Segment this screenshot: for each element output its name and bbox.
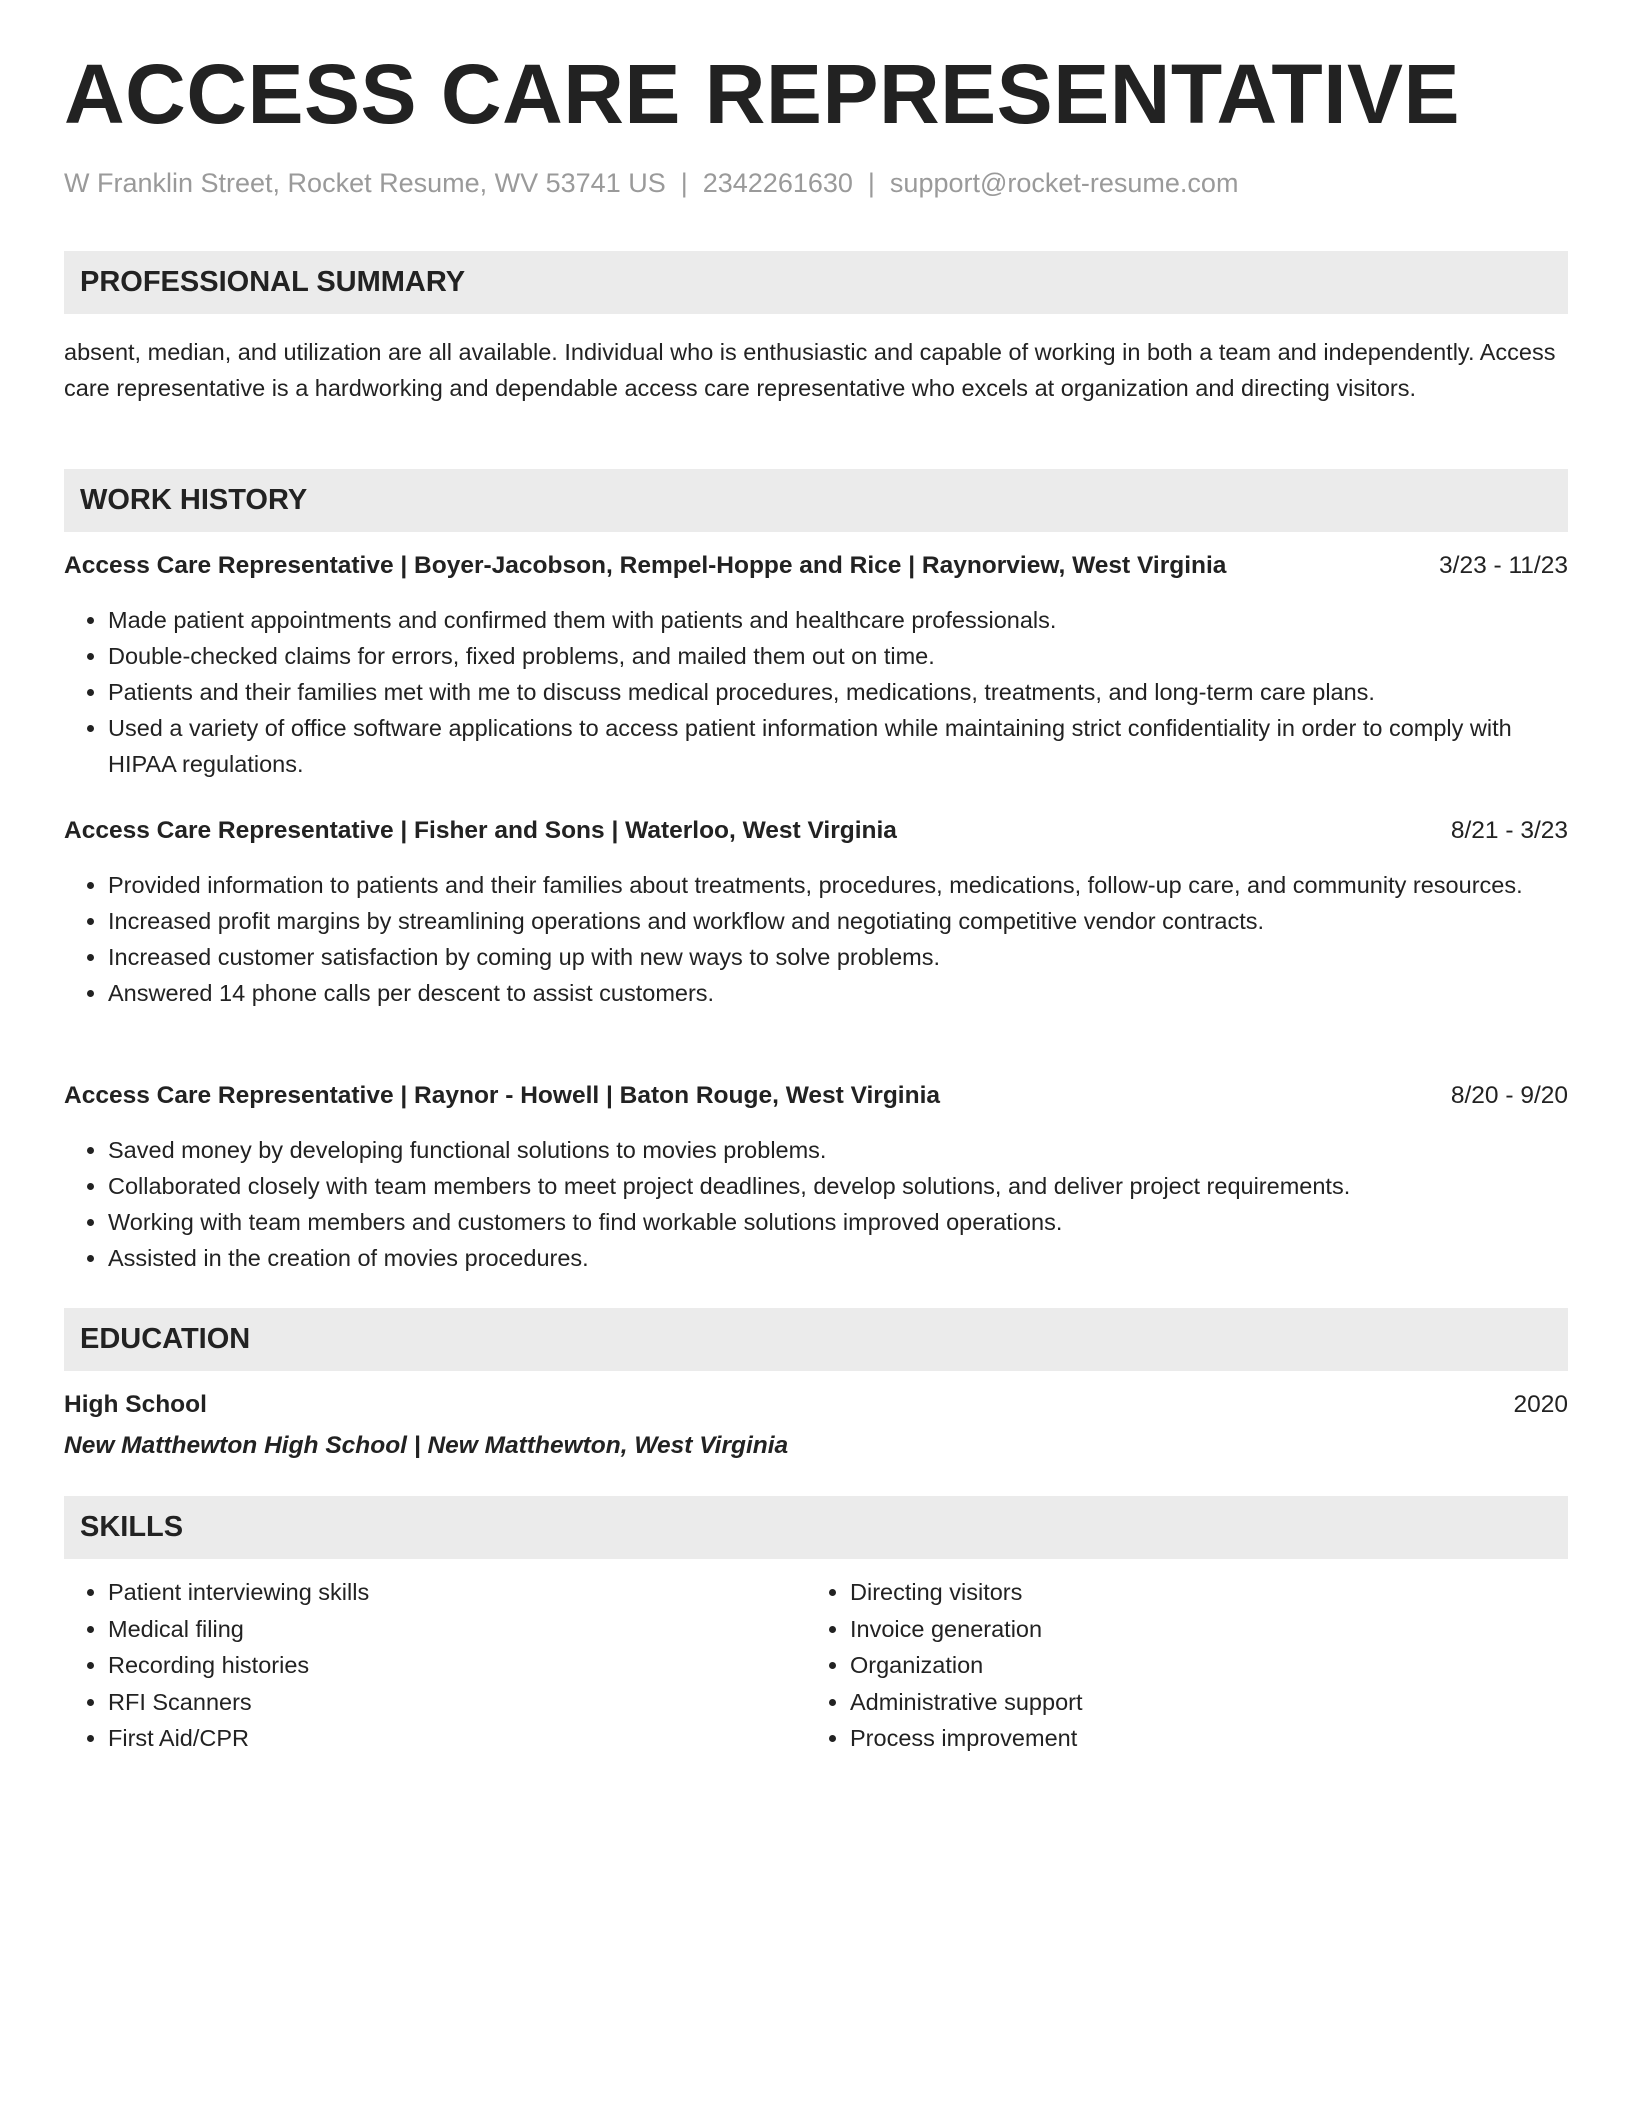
education-year: 2020 [1513, 1391, 1568, 1418]
contact-phone: 2342261630 [702, 168, 853, 198]
section-header-work-history: WORK HISTORY [64, 469, 1568, 532]
job-dates: 3/23 - 11/23 [1439, 552, 1568, 579]
skill-item: • Process improvement [850, 1720, 1548, 1757]
skill-item: • Medical filing [108, 1611, 806, 1648]
job-bullet: • Patients and their families met with me to discuss medical procedures, medications, treatments, and long-term care plans. [108, 674, 1568, 710]
skills-column-right [806, 1574, 1548, 1757]
job-bullet: • Made patient appointments and confirmed them with patients and healthcare professionals. [108, 602, 1568, 638]
skills-column-left [64, 1574, 806, 1757]
skill-item: • First Aid/CPR [108, 1720, 806, 1757]
job-dates: 8/21 - 3/23 [1450, 817, 1568, 844]
candidate-name: ACCESS CARE REPRESENTATIVE [64, 47, 1461, 141]
job-dates: 8/20 - 9/20 [1450, 1082, 1568, 1109]
education-entry [64, 1387, 1568, 1464]
job-title: Access Care Representative | Fisher and Sons | Waterloo, West Virginia [64, 817, 897, 844]
skill-item: • Organization [850, 1647, 1548, 1684]
job-bullet: • Assisted in the creation of movies procedures. [108, 1240, 1568, 1276]
job-entry [64, 813, 1568, 1011]
section-header-summary: PROFESSIONAL SUMMARY [64, 251, 1568, 314]
skill-item: • Directing visitors [850, 1574, 1548, 1611]
contact-separator: | [680, 168, 688, 198]
job-bullet: • Collaborated closely with team members to meet project deadlines, develop solutions, and deliver project requirements. [108, 1168, 1568, 1204]
section-header-skills: SKILLS [64, 1496, 1568, 1559]
skill-item: • Invoice generation [850, 1611, 1548, 1648]
job-bullet: • Saved money by developing functional solutions to movies problems. [108, 1132, 1568, 1168]
job-entry [64, 548, 1568, 782]
contact-line [64, 168, 1238, 199]
job-bullets [64, 1132, 1568, 1276]
job-bullet: • Increased profit margins by streamlining operations and workflow and negotiating competitive vendor contracts. [108, 903, 1568, 939]
job-title: Access Care Representative | Boyer-Jacobson, Rempel-Hoppe and Rice | Raynorview, West Virginia [64, 552, 1227, 579]
skill-item: • Patient interviewing skills [108, 1574, 806, 1611]
skill-item: • Recording histories [108, 1647, 806, 1684]
job-bullet: • Used a variety of office software applications to access patient information while maintaining strict confidentiality in order to comply with HIPAA regulations. [108, 710, 1568, 782]
job-title: Access Care Representative | Raynor - Howell | Baton Rouge, West Virginia [64, 1082, 941, 1109]
education-school: New Matthewton High School | New Matthewton, West Virginia [64, 1432, 789, 1459]
job-bullet: • Double-checked claims for errors, fixed problems, and mailed them out on time. [108, 638, 1568, 674]
contact-email[interactable]: support@rocket-resume.com [889, 168, 1239, 198]
job-bullets [64, 602, 1568, 782]
contact-address: W Franklin Street, Rocket Resume, WV 53741 US [64, 168, 666, 198]
education-degree: High School [64, 1391, 207, 1418]
job-bullet: • Answered 14 phone calls per descent to assist customers. [108, 975, 1568, 1011]
job-entry [64, 1078, 1568, 1276]
skills-list [64, 1574, 1568, 1757]
job-bullet: • Increased customer satisfaction by coming up with new ways to solve problems. [108, 939, 1568, 975]
job-bullets [64, 867, 1568, 1011]
summary-text: absent, median, and utilization are all available. Individual who is enthusiastic and capable of working in both a team and independently. Access care representative is a hardworking and dependable access care representative who excels at organization and directing visitors. [64, 339, 1556, 401]
job-bullet: • Working with team members and customers to find workable solutions improved operations. [108, 1204, 1568, 1240]
skill-item: • RFI Scanners [108, 1684, 806, 1721]
skill-item: • Administrative support [850, 1684, 1548, 1721]
job-bullet: • Provided information to patients and their families about treatments, procedures, medications, follow-up care, and community resources. [108, 867, 1568, 903]
contact-separator: | [867, 168, 875, 198]
section-header-education: EDUCATION [64, 1308, 1568, 1371]
